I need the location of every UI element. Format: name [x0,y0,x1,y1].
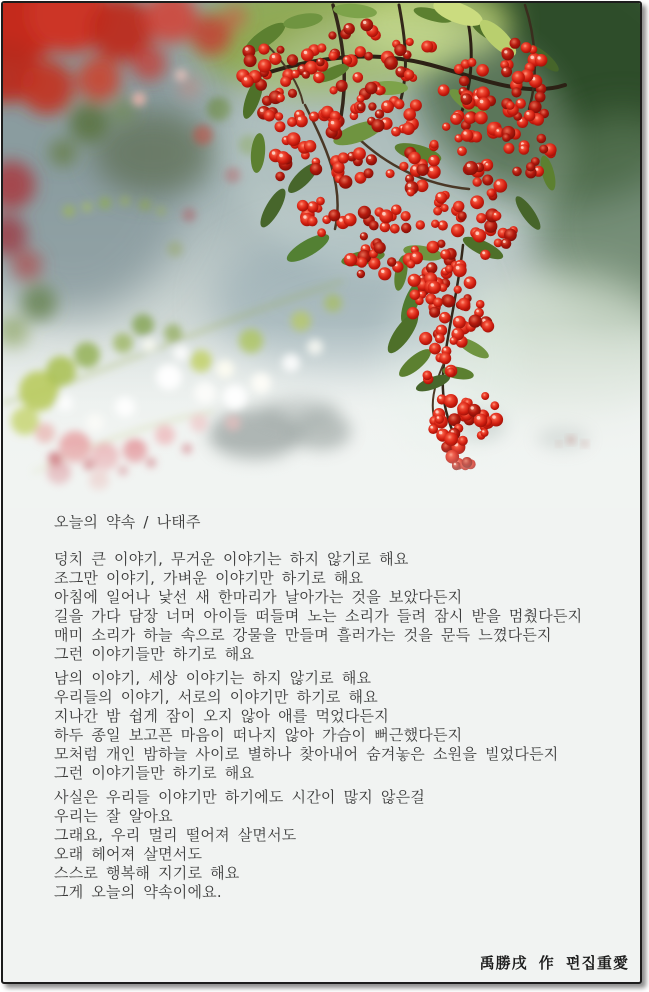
poem-stanza [54,550,624,664]
berry-photo [3,3,640,508]
credit-text: 禹勝戌 作 편집重愛 [479,954,629,972]
poem-line: 매미 소리가 하늘 속으로 강물을 만들며 흘러가는 것을 문득 느꼈다든지 [54,626,552,644]
poem-line: 모처럼 개인 밤하늘 사이로 별하나 찾아내어 숨겨놓은 소원을 빌었다든지 [54,745,559,763]
poem [54,513,624,907]
poem-line: 지나간 밤 쉽게 잠이 오지 않아 애를 먹었다든지 [54,707,389,725]
poem-line: 길을 가다 담장 너머 아이들 떠들며 노는 소리가 들려 잠시 받을 멈췄다든지 [54,607,583,625]
poem-line: 아침에 일어나 낯선 새 한마리가 날아가는 것을 보았다든지 [54,588,463,606]
berry-photo-canvas [3,3,640,508]
poem-line: 남의 이야기, 세상 이야기는 하지 않기로 해요 [54,669,372,687]
poem-line: 그게 오늘의 약속이에요. [54,883,222,901]
poem-line: 덩치 큰 이야기, 무거운 이야기는 하지 않기로 해요 [54,550,409,568]
poem-line: 하두 종일 보고픈 마음이 떠나지 않아 가슴이 뻐근했다든지 [54,726,463,744]
poem-line: 사실은 우리들 이야기만 하기에도 시간이 많지 않은걸 [54,788,425,806]
poem-stanza [54,788,624,902]
poem-line: 우리들의 이야기, 서로의 이야기만 하기로 해요 [54,688,378,706]
poem-line: 그래요, 우리 멀리 떨어져 살면서도 [54,826,297,844]
poem-line: 그런 이야기들만 하기로 해요 [54,764,255,782]
poem-line: 오래 헤어져 살면서도 [54,845,203,863]
page [1,1,642,984]
poem-line: 우리는 잘 알아요 [54,807,173,825]
poem-line: 그런 이야기들만 하기로 해요 [54,645,255,663]
bottom-fade [3,443,640,508]
poem-line: 스스로 행복해 지기로 해요 [54,864,240,882]
poem-title: 오늘의 약속 / 나태주 [54,513,201,531]
poem-line: 조그만 이야기, 가벼운 이야기만 하기로 해요 [54,569,364,587]
poem-stanza [54,669,624,783]
